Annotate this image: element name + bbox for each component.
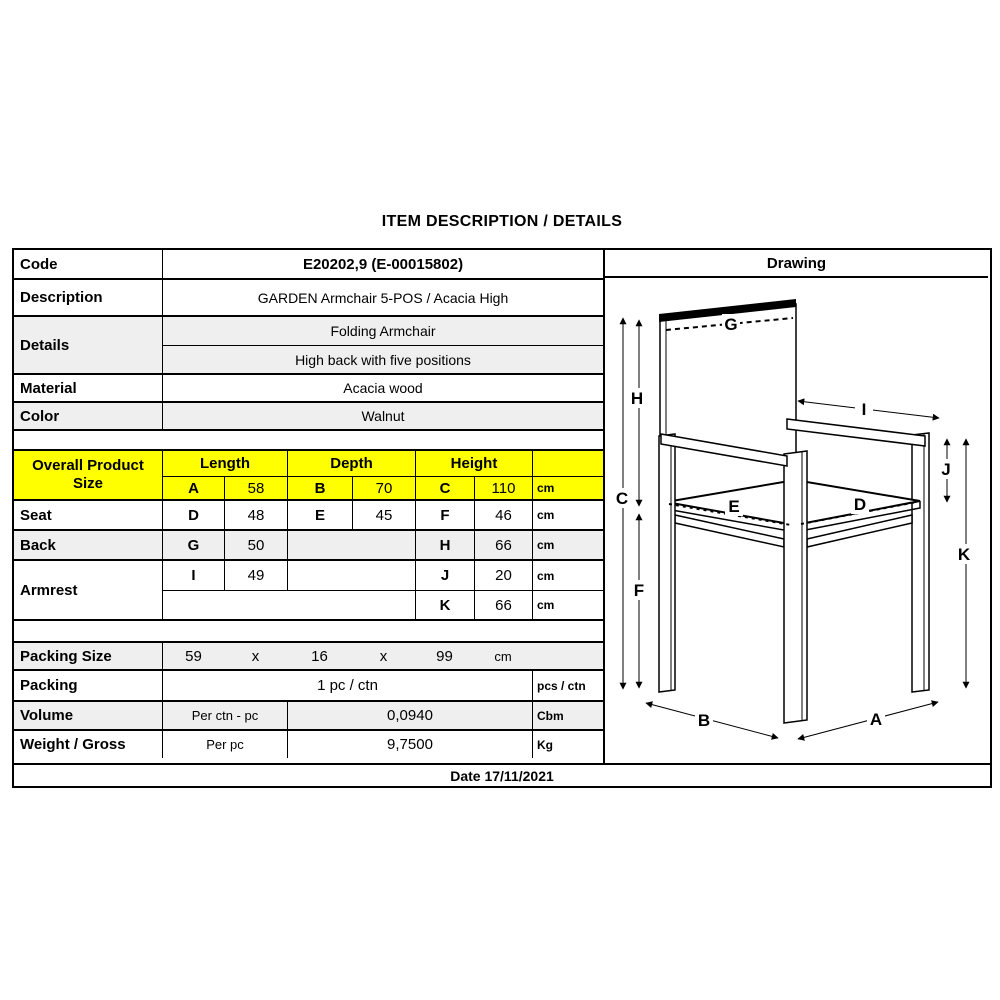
overall-unit: cm [532,476,605,499]
col-header-depth: Depth [287,451,415,476]
armrest-height-value-2: 66 [474,590,532,619]
svg-text:K: K [957,545,971,564]
description-value: GARDEN Armchair 5-POS / Acacia High [162,280,603,315]
corner-cell [532,451,605,476]
weight-label: Weight / Gross [20,736,126,753]
col-header-length: Length [162,451,287,476]
dim-label-b [695,710,713,730]
weight-unit: Kg [532,731,605,758]
armrest-block [14,559,603,619]
seat-depth-value: 45 [352,501,415,529]
overall-length-key: A [162,476,224,499]
packing-size-v2: 16 [311,647,328,665]
armrest-height-key-2: K [415,590,474,619]
right-leg [912,433,929,692]
packing-size-row [14,641,603,669]
material-row [14,373,603,401]
svg-text:F: F [633,581,645,600]
volume-row [14,700,603,729]
details-label: Details [20,336,70,354]
overall-depth-value: 70 [352,476,415,499]
svg-text:D: D [853,495,867,514]
armchair-technical-drawing [605,278,988,758]
details-line1: Folding Armchair [162,317,603,345]
seat-row [14,499,603,529]
svg-text:H: H [630,389,644,408]
table-body [14,250,990,763]
back-height-key: H [415,531,474,559]
material-label: Material [20,379,77,397]
svg-text:C: C [615,489,629,508]
back-label: Back [20,536,56,554]
packing-label: Packing [20,677,78,694]
description-row [14,278,603,315]
dim-label-c [613,488,631,508]
material-value: Acacia wood [162,375,603,401]
back-row [14,529,603,559]
packing-size-label: Packing Size [20,647,112,665]
dim-label-k [955,544,973,564]
armrest-unit-2: cm [532,590,605,619]
back-height-value: 66 [474,531,532,559]
seat-unit: cm [532,501,605,529]
seat-length-value: 48 [224,501,287,529]
svg-text:B: B [697,711,711,730]
packing-size-unit: cm [494,648,512,664]
svg-text:E: E [728,497,740,516]
code-label: Code [20,255,58,273]
description-label: Description [20,289,103,306]
packing-size-empty [532,643,605,669]
svg-text:I: I [861,400,867,419]
drawing-section [605,250,988,763]
col-header-height: Height [415,451,532,476]
seat-height-key: F [415,501,474,529]
armrest-empty-cell-2 [162,590,415,619]
dim-label-g [722,314,740,334]
overall-height-key: C [415,476,474,499]
packing-row [14,669,603,700]
front-leg [784,451,807,723]
packing-value: 1 pc / ctn [162,671,532,700]
color-label: Color [20,407,60,425]
color-value: Walnut [162,403,603,429]
spacer-row [14,619,603,641]
packing-size-v1: 59 [162,643,224,669]
overall-height-value: 110 [474,476,532,499]
details-line2: High back with five positions [162,345,603,373]
weight-basis: Per pc [162,731,287,758]
armrest-label: Armrest [20,581,78,599]
armrest-empty-cell-1 [287,561,415,590]
details-block [14,315,603,373]
drawing-area [605,278,988,763]
volume-unit: Cbm [532,702,605,729]
spec-table [12,248,992,788]
armrest-height-value-1: 20 [474,561,532,590]
volume-value: 0,0940 [287,702,532,729]
packing-size-v3: 99 [436,647,453,665]
dim-label-i [855,399,873,419]
weight-row [14,729,603,758]
back-unit: cm [532,531,605,559]
armchair-figure [659,299,929,723]
back-length-key: G [162,531,224,559]
seat-height-value: 46 [474,501,532,529]
armrest-unit-1: cm [532,561,605,590]
svg-text:G: G [724,315,738,334]
page-title: ITEM DESCRIPTION / DETAILS [381,213,623,230]
dim-label-h [628,388,646,408]
color-row [14,401,603,429]
back-empty-cell [287,531,415,559]
volume-label: Volume [20,707,74,724]
overall-size-block [14,449,603,499]
overall-size-label-line2: Size [72,475,103,492]
weight-value: 9,7500 [287,731,532,758]
dim-label-a [867,709,885,729]
seat-length-key: D [162,501,224,529]
packing-size-x1: x [251,647,260,665]
code-value: E20202,9 (E-00015802) [162,250,603,278]
seat-depth-key: E [287,501,352,529]
back-left-leg [659,434,675,692]
back-length-value: 50 [224,531,287,559]
dim-label-j [937,459,955,479]
overall-length-value: 58 [224,476,287,499]
dim-label-e [725,496,743,516]
armrest-height-key-1: J [415,561,474,590]
overall-depth-key: B [287,476,352,499]
volume-basis: Per ctn - pc [162,702,287,729]
armrest-length-value: 49 [224,561,287,590]
svg-text:A: A [869,710,883,729]
date-row: Date 17/11/2021 [14,763,990,786]
overall-size-label [14,451,162,499]
drawing-header: Drawing [605,250,988,278]
dim-label-f [630,580,648,600]
svg-text:J: J [941,460,951,479]
armrest-length-key: I [162,561,224,590]
packing-unit: pcs / ctn [532,671,605,700]
overall-size-label-line1: Overall Product [32,457,144,474]
packing-size-x2: x [379,647,388,665]
right-armrest [787,419,925,446]
code-row [14,250,603,278]
details-section [14,250,605,763]
spacer-row [14,429,603,449]
seat-label: Seat [20,506,52,524]
dim-label-d [851,494,869,514]
